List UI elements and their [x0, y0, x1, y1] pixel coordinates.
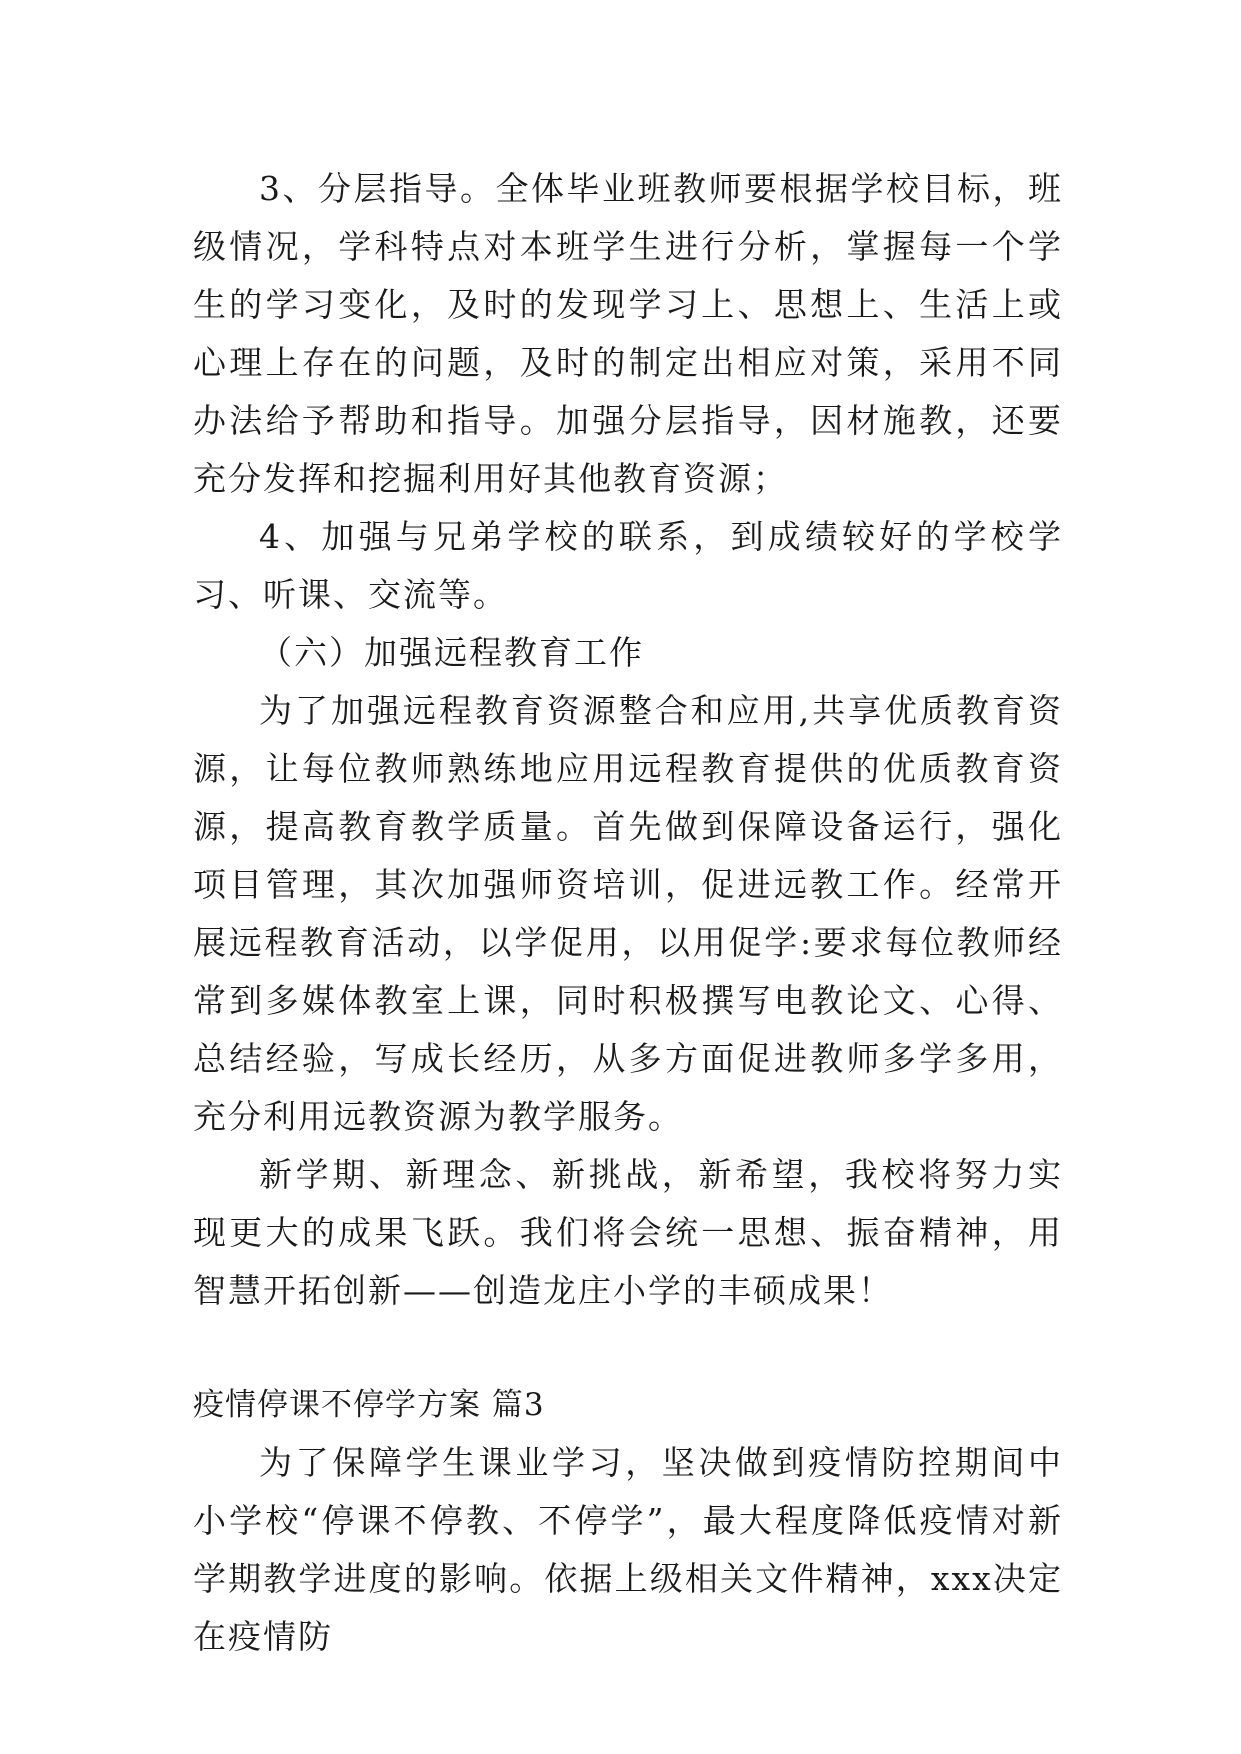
paragraph-layered-guidance: 3、分层指导。全体毕业班教师要根据学校目标，班级情况，学科特点对本班学生进行分析，掌握每一个学生的学习变化，及时的发现学习上、思想上、生活上或心理上存在的问题，及时的制定出相应对策，采用不同办法给予帮助和指导。加强分层指导，因材施教，还要充分发挥和挖掘利用好其他教育资源； — [193, 169, 1063, 498]
paragraph-plan-intro: 为了保障学生课业学习，坚决做到疫情防控期间中小学校“停课不停教、不停学”，最大程度降低疫情对新学期教学进度的影响。依据上级相关文件精神，xxx决定在疫情防 — [193, 1443, 1063, 1656]
paragraph-new-semester: 新学期、新理念、新挑战，新希望，我校将努力实现更大的成果飞跃。我们将会统一思想、振奋精神，用智慧开拓创新——创造龙庄小学的丰硕成果！ — [193, 1155, 1063, 1310]
section-gap — [193, 1320, 1063, 1376]
paragraph-remote-education: 为了加强远程教育资源整合和应用,共享优质教育资源，让每位教师熟练地应用远程教育提供的优质教育资源，提高教育教学质量。首先做到保障设备运行，强化项目管理，其次加强师资培训，促进远教工作。经常开展远程教育活动，以学促用，以用促学:要求每位教师经常到多媒体教室上课，同时积极撰写电教论文、心得、总结经验，写成长经历，从多方面促进教师多学多用，充分利用远教资源为教学服务。 — [193, 691, 1063, 1136]
subheading-remote-education: （六）加强远程教育工作 — [259, 633, 644, 672]
section-title: 疫情停课不停学方案 篇3 — [193, 1387, 545, 1423]
paragraph-sister-schools: 4、加强与兄弟学校的联系，到成绩较好的学校学习、听课、交流等。 — [193, 517, 1063, 614]
document-page — [193, 160, 1063, 1666]
